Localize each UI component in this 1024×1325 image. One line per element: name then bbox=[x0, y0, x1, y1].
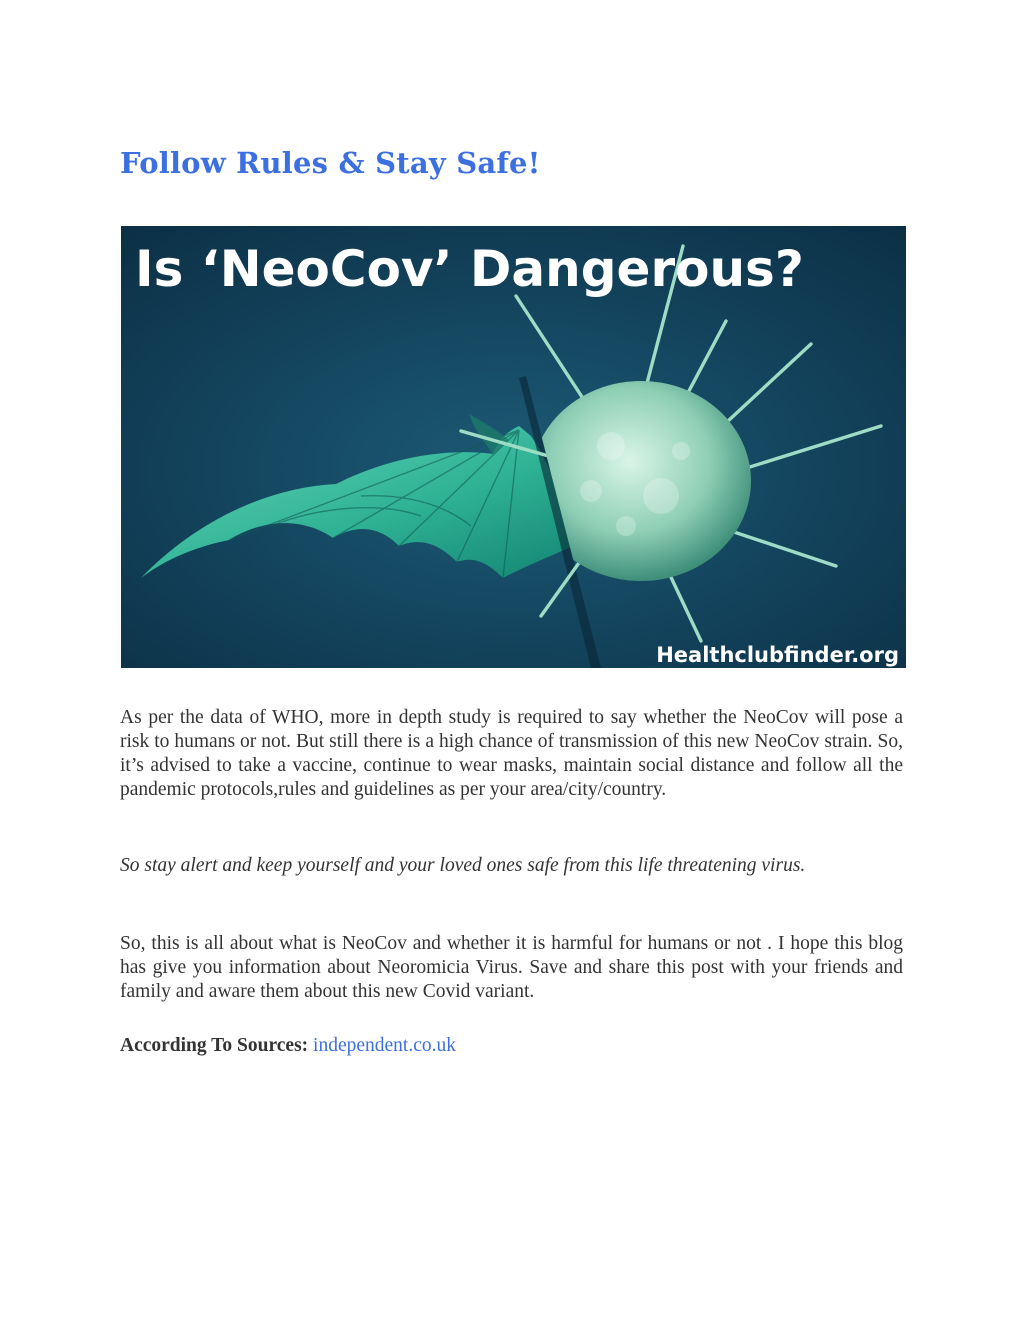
sources-line bbox=[120, 1034, 456, 1058]
page-heading: Follow Rules & Stay Safe! bbox=[120, 146, 541, 180]
paragraph-stay-alert: So stay alert and keep yourself and your loved ones safe from this life threatening virus. bbox=[120, 855, 806, 876]
hero-image bbox=[121, 226, 906, 668]
paragraph-conclusion: So, this is all about what is NeoCov and whether it is harmful for humans or not . I hope this blog has give you information about Neoromicia Virus. Save and share this post with your friends and family and aware them about this new Covid variant. bbox=[120, 933, 903, 1002]
hero-title: Is ‘NeoCov’ Dangerous? bbox=[135, 240, 804, 298]
sources-label: According To Sources: bbox=[120, 1035, 309, 1056]
paragraph-who-data: As per the data of WHO, more in depth study is required to say whether the NeoCov will pose a risk to humans or not. But still there is a high chance of transmission of this new NeoCov strain. So, it’s advised to take a vaccine, continue to wear masks, maintain social distance and follow all the pandemic protocols,rules and guidelines as per your area/city/country. bbox=[120, 707, 903, 800]
hero-credit: Healthclubfinder.org bbox=[656, 643, 899, 667]
source-link[interactable]: independent.co.uk bbox=[313, 1035, 456, 1056]
